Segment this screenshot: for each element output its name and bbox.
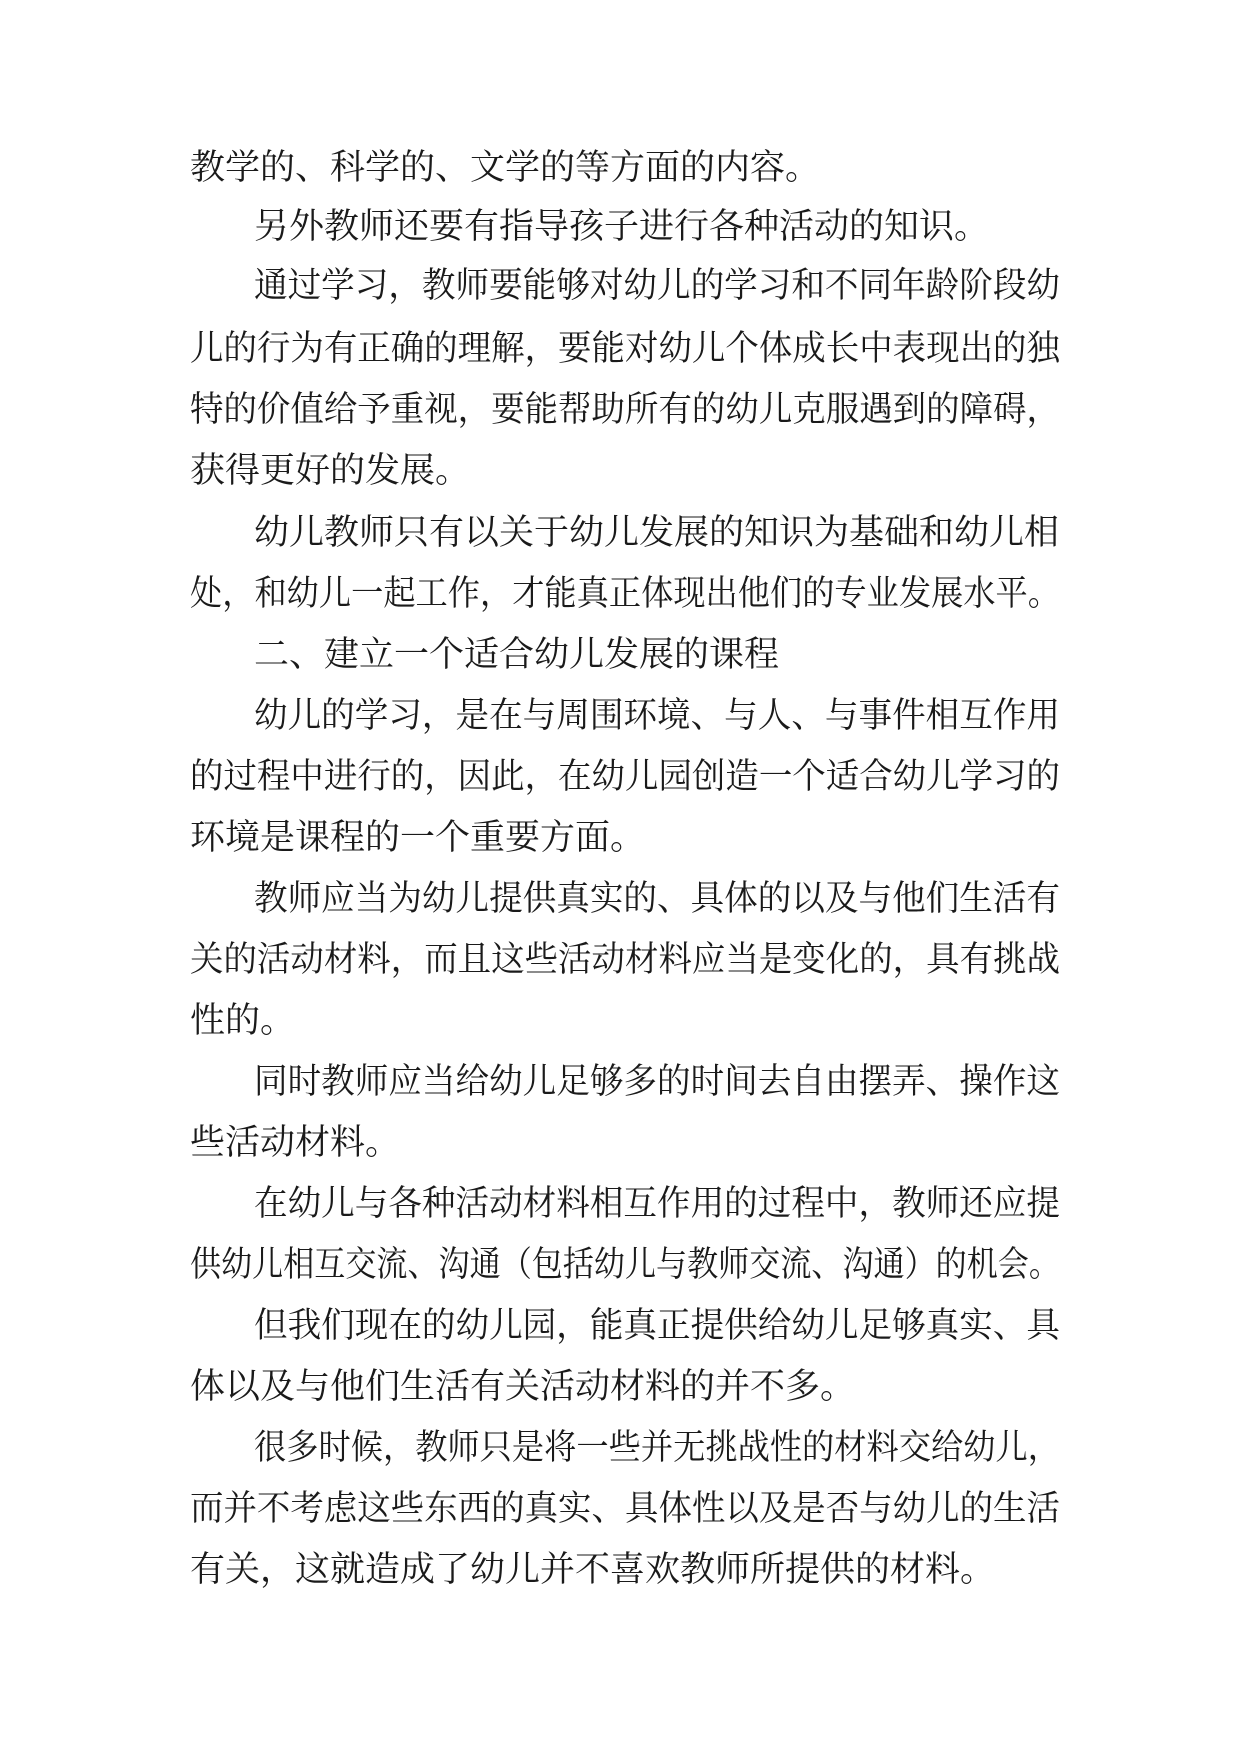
line-text: 体以及与他们生活有关活动材料的并不多。 <box>190 1367 856 1407</box>
text-line <box>0 1548 1241 1592</box>
line-text: 特的价值给予重视，要能帮助所有的幼儿克服遇到的障碍， <box>190 390 1060 430</box>
text-line <box>0 327 1241 371</box>
line-text: 很多时候，教师只是将一些并无挑战性的材料交给幼儿， <box>254 1428 1060 1468</box>
line-text: 儿的行为有正确的理解，要能对幼儿个体成长中表现出的独 <box>190 329 1060 369</box>
text-line <box>0 755 1241 799</box>
text-line <box>0 449 1241 493</box>
text-line <box>0 877 1241 921</box>
line-text: 处，和幼儿一起工作，才能真正体现出他们的专业发展水平。 <box>190 574 1060 614</box>
text-line <box>0 633 1241 677</box>
line-text: 性的。 <box>190 1001 296 1041</box>
line-text: 教学的、科学的、文学的等方面的内容。 <box>190 148 821 188</box>
text-line <box>0 264 1241 308</box>
text-line <box>0 388 1241 432</box>
text-line <box>0 205 1241 249</box>
text-line <box>0 1121 1241 1165</box>
line-text: 的过程中进行的，因此，在幼儿园创造一个适合幼儿学习的 <box>190 757 1060 797</box>
line-text: 通过学习，教师要能够对幼儿的学习和不同年龄阶段幼 <box>254 266 1060 306</box>
text-line <box>0 1243 1241 1287</box>
line-text: 另外教师还要有指导孩子进行各种活动的知识。 <box>254 207 990 247</box>
text-line <box>0 938 1241 982</box>
line-text: 二、建立一个适合幼儿发展的课程 <box>254 635 780 675</box>
text-line <box>0 511 1241 555</box>
line-text: 获得更好的发展。 <box>190 451 471 491</box>
text-line <box>0 1426 1241 1470</box>
line-text: 同时教师应当给幼儿足够多的时间去自由摆弄、操作这 <box>254 1062 1060 1102</box>
text-line <box>0 1487 1241 1531</box>
text-line <box>0 816 1241 860</box>
line-text: 但我们现在的幼儿园，能真正提供给幼儿足够真实、具 <box>254 1306 1060 1346</box>
line-text: 幼儿的学习，是在与周围环境、与人、与事件相互作用 <box>254 696 1060 736</box>
text-line <box>0 1304 1241 1348</box>
line-text: 环境是课程的一个重要方面。 <box>190 818 646 858</box>
text-line <box>0 999 1241 1043</box>
line-text: 教师应当为幼儿提供真实的、具体的以及与他们生活有 <box>254 879 1060 919</box>
line-text: 些活动材料。 <box>190 1123 401 1163</box>
line-text: 供幼儿相互交流、沟通（包括幼儿与教师交流、沟通）的机会。 <box>190 1245 1060 1285</box>
line-text: 幼儿教师只有以关于幼儿发展的知识为基础和幼儿相 <box>254 513 1060 553</box>
line-text: 在幼儿与各种活动材料相互作用的过程中，教师还应提 <box>254 1184 1060 1224</box>
text-line <box>0 572 1241 616</box>
text-line <box>0 146 1241 190</box>
text-line <box>0 1365 1241 1409</box>
line-text: 而并不考虑这些东西的真实、具体性以及是否与幼儿的生活 <box>190 1489 1060 1529</box>
text-line <box>0 1060 1241 1104</box>
line-text: 有关，这就造成了幼儿并不喜欢教师所提供的材料。 <box>190 1550 996 1590</box>
text-line <box>0 694 1241 738</box>
line-text: 关的活动材料，而且这些活动材料应当是变化的，具有挑战 <box>190 940 1060 980</box>
text-line <box>0 1182 1241 1226</box>
